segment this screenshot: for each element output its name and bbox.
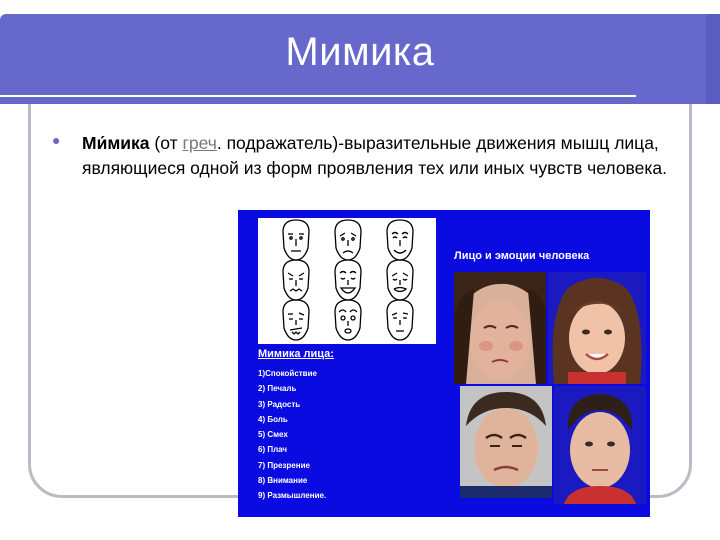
- text-before-link: (от: [149, 133, 183, 153]
- faces-diagram: [258, 218, 436, 344]
- face-joy: [387, 220, 413, 260]
- bullet-dot-icon: ●: [52, 132, 61, 148]
- face-pain: [283, 260, 309, 300]
- emotions-list-title: Мимика лица:: [258, 348, 334, 360]
- emotion-item: 9) Размышление.: [258, 491, 327, 501]
- emotions-image: [238, 210, 650, 517]
- face-thinking: [387, 300, 413, 340]
- emotion-item: 4) Боль: [258, 414, 288, 424]
- image-caption: Лицо и эмоции человека: [454, 250, 590, 262]
- face-attention: [335, 300, 361, 340]
- text-after-link: . подражатель)-выразительные движения мышц лица, являющиеся одной из форм проявления тех или иных чувств человека.: [82, 133, 668, 178]
- face-calm: [283, 220, 309, 260]
- term: Ми́мика: [82, 133, 150, 153]
- definition-paragraph: [82, 131, 682, 181]
- photo-girl-smiling: [548, 272, 646, 384]
- face-laughter: [335, 260, 361, 300]
- photo-girl-crying: [454, 272, 546, 384]
- greek-link[interactable]: греч: [182, 133, 217, 153]
- emotion-item: 6) Плач: [258, 445, 288, 455]
- emotion-item: 5) Смех: [258, 430, 288, 440]
- faces-drawing: [258, 218, 436, 344]
- emotion-item: 1)Спокойствие: [258, 369, 317, 378]
- photo-boy-grimacing: [460, 386, 552, 498]
- photo-boy-thinking: [554, 386, 646, 504]
- face-contempt: [283, 300, 309, 340]
- emotions-list: [258, 366, 326, 504]
- title-divider: [0, 95, 636, 97]
- face-sad: [335, 220, 361, 260]
- slide-title: Мимика: [285, 30, 435, 74]
- face-crying: [387, 260, 413, 300]
- emotion-item: 8) Внимание: [258, 476, 308, 486]
- emotion-item: 2) Печаль: [258, 384, 297, 394]
- emotion-item: 7) Презрение: [258, 460, 310, 470]
- emotion-item: 3) Радость: [258, 399, 301, 409]
